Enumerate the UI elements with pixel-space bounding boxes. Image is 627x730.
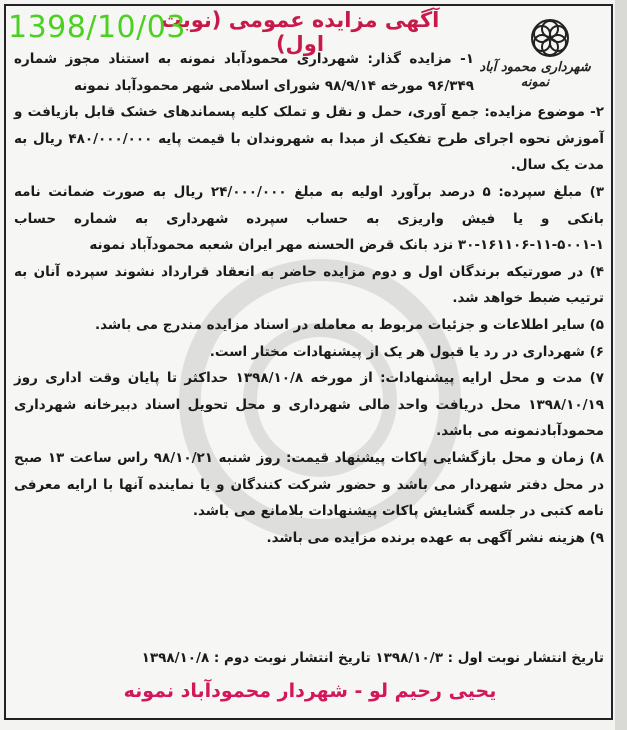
page-edge	[615, 0, 627, 730]
date-stamp: 1398/10/03	[8, 10, 186, 45]
publish-dates: تاریخ انتشار نوبت اول : ۱۳۹۸/۱۰/۳ تاریخ انتشار نوبت دوم : ۱۳۹۸/۱۰/۸	[141, 650, 604, 666]
item-6: ۶) شهرداری در رد یا قبول هر یک از پیشنهادات مختار است.	[209, 343, 604, 360]
notice-body	[14, 46, 604, 551]
notice-title: آگهی مزایده عمومی (نوبت اول)	[160, 8, 440, 56]
municipality-name: شهرداری محمود آباد نمونه	[479, 60, 591, 90]
item-5: ۵) سایر اطلاعات و جزئیات مربوط به معامله در اسناد مزایده مندرج می باشد.	[94, 316, 604, 333]
item-7: ۷) مدت و محل ارایه پیشنهادات: از مورخه ۱۳۹۸/۱۰/۸ حداکثر تا پایان وقت اداری روز ۱۳۹۸/۱۰/۱۹ محل دریافت واحد مالی شهرداری و محل تحویل اسناد دبیرخانه شهرداری محمودآبادنمونه می باشد.	[14, 370, 604, 440]
item-2: ۲- موضوع مزایده: جمع آوری، حمل و نقل و تملک کلیه پسماندهای خشک قابل بازیافت و آموزش نحوه اجرای طرح تفکیک از مبدا به شهروندان با قیمت پایه ۴۸۰/۰۰۰/۰۰۰ ریال به مدت یک سال.	[14, 104, 605, 174]
item-1: ۱- مزایده گذار: شهرداری محمودآباد نمونه به استناد مجوز شماره ۹۶/۳۴۹ مورخه ۹۸/۹/۱۴ شورای اسلامی شهر محمودآباد نمونه	[14, 51, 474, 94]
item-4: ۴) در صورتیکه برندگان اول و دوم مزایده حاضر به انعقاد قرارداد نشوند سپرده آنان به ترتیب ضبط خواهد شد.	[14, 263, 604, 307]
item-8: ۸) زمان و محل بازگشایی پاکات پیشنهاد قیمت: روز شنبه ۹۸/۱۰/۲۱ راس ساعت ۱۳ صبح در محل دفتر شهردار می باشد و حضور شرکت کنندگان و یا نماینده آنها با ارایه معرفی نامه کتبی در جلسه گشایش پاکات پیشنهادات بلامانع می باشد.	[14, 449, 604, 520]
signature: یحیی رحیم لو - شهردار محمودآباد نمونه	[123, 680, 497, 702]
item-3: ۳) مبلغ سپرده: ۵ درصد برآورد اولیه به مبلغ ۲۴/۰۰۰/۰۰۰ ریال به صورت ضمانت نامه بانکی و یا فیش واریزی به حساب سپرده شهرداری به شماره حساب ۱-۵۰۰۱-۱۱-۱۶۱۱۰۶-۳۰ نزد بانک قرض الحسنه مهر ایران شعبه محمودآباد نمونه	[14, 183, 604, 254]
item-9: ۹) هزینه نشر آگهی به عهده برنده مزایده می باشد.	[266, 529, 604, 546]
